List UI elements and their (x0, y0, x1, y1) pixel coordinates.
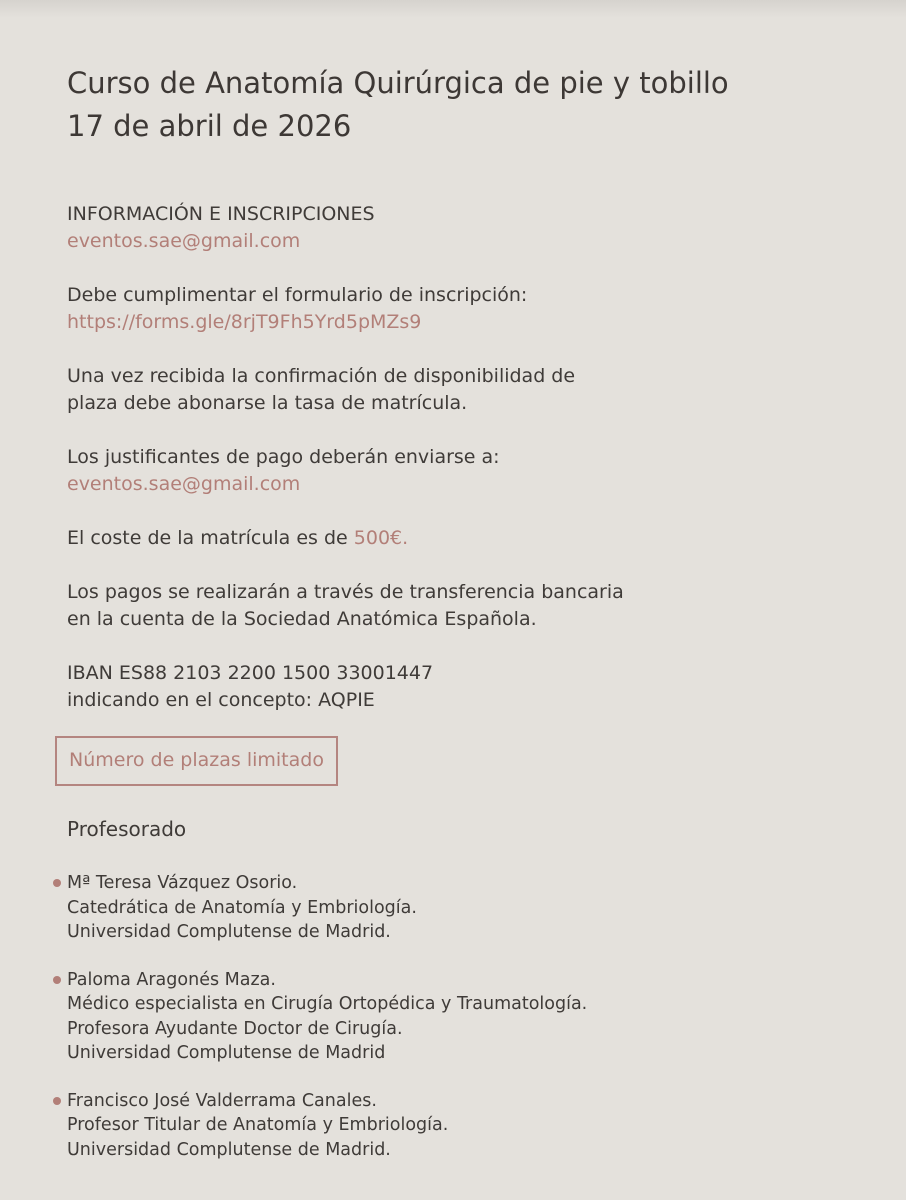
faculty-institution: Universidad Complutense de Madrid. (67, 922, 391, 942)
info-section (67, 201, 887, 255)
course-date: 17 de abril de 2026 (67, 109, 352, 143)
cost-section (67, 525, 887, 552)
faculty-role: Catedrática de Anatomía y Embriología. (67, 897, 417, 918)
form-section (67, 282, 887, 336)
top-shadow (0, 0, 906, 18)
bullet-icon (53, 1097, 61, 1105)
faculty-role: Profesora Ayudante Doctor de Cirugía. (67, 1018, 403, 1039)
faculty-name: Paloma Aragonés Maza. (67, 969, 276, 990)
iban-text: IBAN ES88 2103 2200 1500 33001447 (67, 662, 434, 684)
bullet-icon (53, 976, 61, 984)
faculty-institution: Universidad Complutense de Madrid. (67, 1139, 391, 1160)
faculty-role: Profesor Titular de Anatomía y Embriología. (67, 1115, 449, 1135)
confirmation-line: Una vez recibida la confirmación de disponibilidad de (67, 365, 576, 387)
form-text: Debe cumplimentar el formulario de inscripción: (67, 284, 528, 306)
bullet-icon (53, 879, 61, 887)
concept-text: indicando en el concepto: AQPIE (67, 689, 375, 711)
cost-text: El coste de la matrícula es de (67, 527, 348, 549)
cost-amount: 500€. (353, 527, 409, 549)
form-link[interactable]: https://forms.gle/8rjT9Fh5Yrd5pMZs9 (67, 311, 422, 333)
receipts-text: Los justificantes de pago deberán enviarse a: (67, 446, 500, 468)
faculty-heading: Profesorado (67, 817, 187, 841)
receipts-section (67, 444, 887, 498)
faculty-member (67, 1089, 887, 1163)
faculty-role: Médico especialista en Cirugía Ortopédica y Traumatología. (67, 994, 588, 1014)
confirmation-section (67, 363, 887, 417)
payment-line: en la cuenta de la Sociedad Anatómica Española. (67, 608, 537, 630)
course-title-line: Curso de Anatomía Quirúrgica de pie y tobillo (67, 66, 729, 100)
info-heading: INFORMACIÓN E INSCRIPCIONES (67, 203, 375, 225)
payment-section (67, 579, 887, 633)
faculty-name: Mª Teresa Vázquez Osorio. (67, 873, 298, 893)
faculty-institution: Universidad Complutense de Madrid (67, 1043, 386, 1063)
limited-places-badge: Número de plazas limitado (55, 736, 338, 786)
faculty-member (67, 968, 887, 1066)
receipts-email-link[interactable]: eventos.sae@gmail.com (67, 473, 301, 495)
document-page (67, 62, 887, 1162)
bank-section (67, 660, 887, 714)
confirmation-line: plaza debe abonarse la tasa de matrícula. (67, 392, 468, 414)
info-email-link[interactable]: eventos.sae@gmail.com (67, 230, 301, 252)
faculty-member (67, 871, 887, 945)
payment-line: Los pagos se realizarán a través de transferencia bancaria (67, 581, 624, 603)
faculty-name: Francisco José Valderrama Canales. (67, 1090, 377, 1111)
course-title (67, 62, 887, 148)
